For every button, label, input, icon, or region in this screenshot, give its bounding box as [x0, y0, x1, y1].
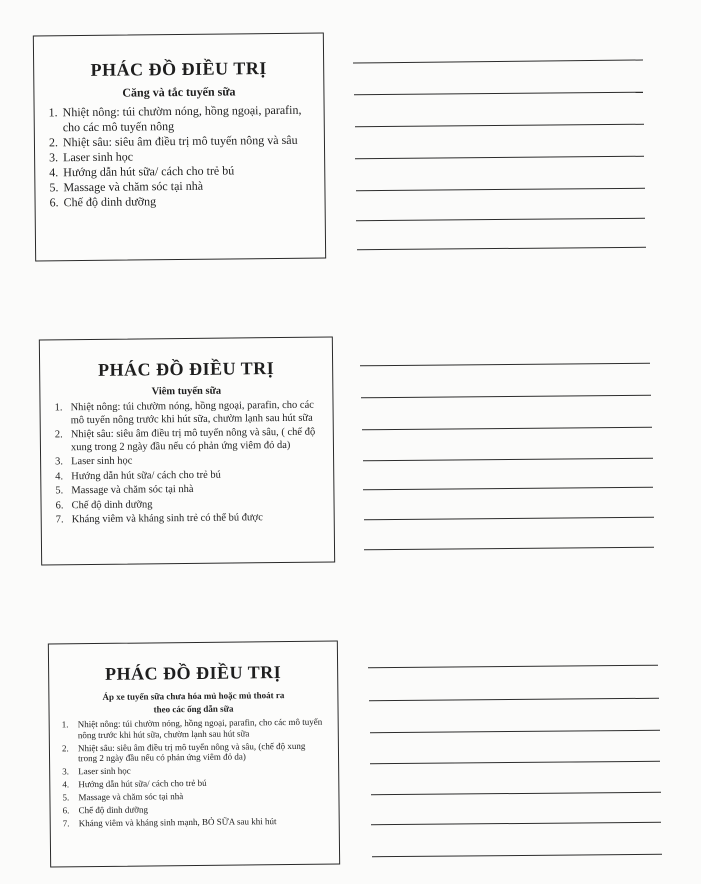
- note-line[interactable]: [371, 822, 661, 826]
- treatment-item: 1. Nhiệt nông: túi chườm nóng, hồng ngoại, parafin, cho các mô tuyến nông trước khi hút sữa, chườm lạnh sau hút sữa: [54, 399, 314, 426]
- treatment-list: [62, 717, 327, 829]
- note-line[interactable]: [369, 698, 659, 702]
- card-title: PHÁC ĐỒ ĐIỀU TRỊ: [97, 358, 275, 380]
- treatment-item: 6. Chế độ dinh dưỡng: [49, 194, 157, 210]
- protocol-card-breast-engorgement: [33, 32, 326, 261]
- note-line[interactable]: [356, 188, 645, 192]
- treatment-item: 6. Chế độ dinh dưỡng: [62, 804, 149, 816]
- protocol-card-breast-abscess: [48, 640, 340, 867]
- treatment-list: [49, 103, 311, 211]
- card-title: PHÁC ĐỒ ĐIỀU TRỊ: [90, 58, 267, 80]
- treatment-item: 3. Laser sinh học: [55, 455, 133, 468]
- treatment-item: 7. Kháng viêm và kháng sinh mạnh, BỎ SỮA sau khi hút: [62, 816, 277, 829]
- card-subtitle-line-1: Áp xe tuyến sữa chưa hóa mủ hoặc mủ thoát ra: [102, 690, 285, 702]
- card-title: PHÁC ĐỒ ĐIỀU TRỊ: [104, 662, 282, 684]
- treatment-item: 2. Nhiệt sâu: siêu âm điều trị mô tuyến nông và sâu, (chế độ xung trong 2 ngày đầu nếu có phản ứng viêm đỏ da): [61, 740, 306, 764]
- treatment-item: 3. Laser sinh học: [62, 765, 131, 777]
- note-line[interactable]: [362, 427, 652, 431]
- note-line[interactable]: [363, 458, 653, 462]
- note-line[interactable]: [355, 156, 644, 160]
- card-subtitle: [61, 689, 325, 718]
- note-line[interactable]: [363, 487, 653, 491]
- treatment-item: 3. Laser sinh học: [49, 149, 134, 165]
- note-line[interactable]: [355, 124, 644, 128]
- treatment-item: 2. Nhiệt sâu: siêu âm điều trị mô tuyến nông và sâu, ( chế độ xung trong 2 ngày đầu nếu có phản ứng viêm đỏ da): [54, 426, 316, 453]
- note-line[interactable]: [370, 730, 660, 734]
- card-subtitle: Viêm tuyến sữa: [151, 385, 222, 398]
- card-subtitle: Căng và tắc tuyến sữa: [122, 84, 236, 100]
- note-line[interactable]: [353, 59, 643, 63]
- treatment-item: 6. Chế độ dinh dưỡng: [55, 498, 153, 511]
- treatment-item: 5. Massage và chăm sóc tại nhà: [49, 178, 204, 195]
- treatment-item: 4. Hướng dẫn hút sữa/ cách cho trẻ bú: [55, 469, 221, 482]
- treatment-item: 5. Massage và chăm sóc tại nhà: [55, 483, 194, 497]
- note-line[interactable]: [372, 854, 662, 858]
- treatment-item: 4. Hướng dẫn hút sữa/ cách cho trẻ bú: [49, 163, 235, 180]
- note-line[interactable]: [354, 92, 643, 96]
- treatment-item: 2. Nhiệt sâu: siêu âm điều trị mô tuyến nông và sâu: [48, 132, 298, 150]
- treatment-item: 5. Massage và chăm sóc tại nhà: [62, 791, 184, 803]
- note-line[interactable]: [364, 517, 654, 521]
- note-line[interactable]: [357, 247, 646, 251]
- note-line[interactable]: [361, 395, 651, 399]
- card-subtitle-line-2: theo các ống dẫn sữa: [153, 703, 234, 715]
- treatment-item: 1. Nhiệt nông: túi chườm nóng, hồng ngoại, parafin, cho các mô tuyến nông: [48, 102, 302, 135]
- note-line[interactable]: [370, 761, 660, 765]
- note-line[interactable]: [360, 363, 650, 367]
- treatment-list: [54, 400, 319, 527]
- treatment-item: 1. Nhiệt nông: túi chườm nóng, hồng ngoại, parafin, cho các mô tuyến nông trước khi hút sữa, chườm lạnh sau hút sữa: [61, 716, 323, 740]
- note-line[interactable]: [364, 547, 654, 551]
- note-line[interactable]: [368, 665, 658, 669]
- treatment-item: 4. Hướng dẫn hút sữa/ cách cho trẻ bú: [62, 777, 207, 790]
- note-line[interactable]: [371, 792, 661, 796]
- note-line[interactable]: [356, 218, 645, 222]
- treatment-item: 7. Kháng viêm và kháng sinh trẻ có thể bú được: [55, 512, 263, 526]
- protocol-card-mastitis: [39, 336, 335, 565]
